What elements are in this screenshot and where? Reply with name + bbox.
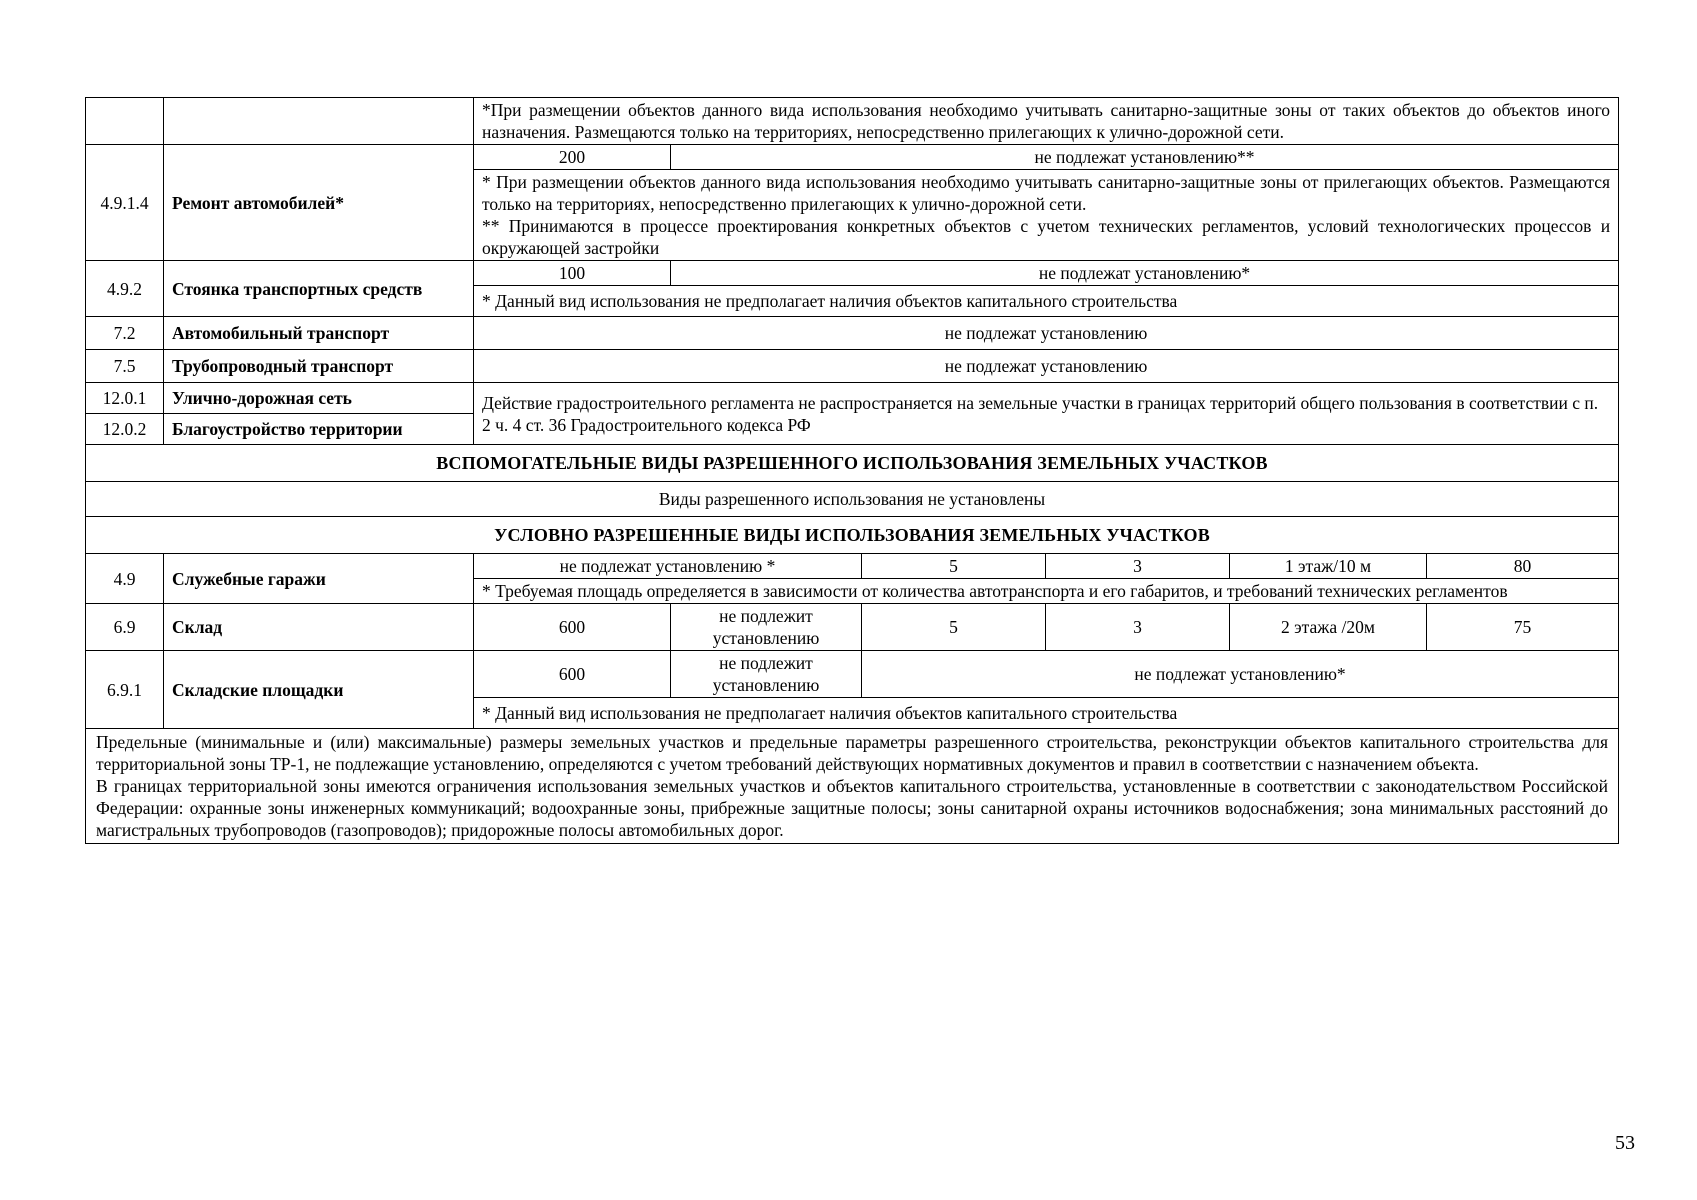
name-cell: Служебные гаражи [164, 554, 474, 604]
area-cell: не подлежат установлению * [474, 554, 862, 579]
value-cell: 3 [1046, 604, 1230, 651]
value-cell: не подлежат установлению [474, 317, 1619, 350]
aux-section-header: ВСПОМОГАТЕЛЬНЫЕ ВИДЫ РАЗРЕШЕННОГО ИСПОЛЬЗОВАНИЯ ЗЕМЕЛЬНЫХ УЧАСТКОВ [86, 445, 1619, 482]
value-cell: 3 [1046, 554, 1230, 579]
name-cell: Благоустройство территории [164, 414, 474, 445]
value-cell: 80 [1427, 554, 1619, 579]
name-cell: Склад [164, 604, 474, 651]
table-row [86, 317, 1619, 350]
area-cell: 600 [474, 604, 671, 651]
name-cell: Автомобильный транспорт [164, 317, 474, 350]
regulation-table [85, 97, 1619, 844]
name-cell: Улично-дорожная сеть [164, 383, 474, 414]
name-cell [164, 98, 474, 145]
table-row [86, 651, 1619, 698]
code-cell: 7.2 [86, 317, 164, 350]
table-row [86, 482, 1619, 517]
table-row [86, 350, 1619, 383]
note-cell: *При размещении объектов данного вида использования необходимо учитывать санитарно-защитные зоны от таких объектов до объектов иного назначения. Размещаются только на территориях, непосредственно прилегающих к улично-дорожной сети. [474, 98, 1619, 145]
table-row [86, 261, 1619, 286]
params-cell: не подлежат установлению* [671, 261, 1619, 286]
table-row [86, 145, 1619, 170]
maxarea-cell: не подлежит установлению [671, 604, 862, 651]
footer-paragraph: В границах территориальной зоны имеются ограничения использования земельных участков и объектов капитального строительства, установленные в соответствии с законодательством Российской Федерации: охранные зоны инженерных коммуникаций; водоохранные зоны, прибрежные защитные полосы; зоны санитарной охраны источников водоснабжения; зона минимальных расстояний до магистральных трубопроводов (газопроводов); придорожные полосы автомобильных дорог. [96, 776, 1609, 840]
note-line: * При размещении объектов данного вида использования необходимо учитывать санитарно-защитные зоны от прилегающих объектов. Размещаются только на территориях, непосредственно прилегающих к улично-дорожной сети. [482, 172, 1611, 214]
footer-cell [86, 729, 1619, 844]
note-cell: Действие градостроительного регламента не распространяется на земельные участки в границах территорий общего пользования в соответствии с п. 2 ч. 4 ст. 36 Градостроительного кодекса РФ [474, 383, 1619, 445]
code-cell: 6.9 [86, 604, 164, 651]
maxarea-cell: не подлежит установлению [671, 651, 862, 698]
area-cell: 100 [474, 261, 671, 286]
name-cell: Ремонт автомобилей* [164, 145, 474, 261]
code-cell: 12.0.2 [86, 414, 164, 445]
footer-paragraph: Предельные (минимальные и (или) максимальные) размеры земельных участков и предельные параметры разрешенного строительства, реконструкции объектов капитального строительства для территориальной зоны ТР-1, не подлежащие установлению, определяются с учетом требований действующих нормативных документов и правил в соответствии с назначением объекта. [96, 732, 1609, 774]
name-cell: Складские площадки [164, 651, 474, 729]
value-cell: 2 этажа /20м [1230, 604, 1427, 651]
params-cell: не подлежат установлению** [671, 145, 1619, 170]
code-cell: 12.0.1 [86, 383, 164, 414]
note-cell: * Требуемая площадь определяется в зависимости от количества автотранспорта и его габаритов, и требований технических регламентов [474, 579, 1619, 604]
code-cell: 6.9.1 [86, 651, 164, 729]
note-cell [474, 170, 1619, 261]
code-cell: 7.5 [86, 350, 164, 383]
area-cell: 200 [474, 145, 671, 170]
code-cell: 4.9.2 [86, 261, 164, 317]
code-cell [86, 98, 164, 145]
value-cell: 75 [1427, 604, 1619, 651]
params-cell: не подлежат установлению* [862, 651, 1619, 698]
value-cell: 5 [862, 554, 1046, 579]
table-row [86, 604, 1619, 651]
value-cell: 5 [862, 604, 1046, 651]
note-line: ** Принимаются в процессе проектирования конкретных объектов с учетом технических регламентов, условий технологических процессов и окружающей застройки [482, 216, 1611, 258]
aux-value-cell: Виды разрешенного использования не установлены [86, 482, 1619, 517]
table-row [86, 554, 1619, 579]
name-cell: Трубопроводный транспорт [164, 350, 474, 383]
area-cell: 600 [474, 651, 671, 698]
section-header-row [86, 445, 1619, 482]
section-header-row [86, 517, 1619, 554]
table-row [86, 383, 1619, 414]
value-cell: не подлежат установлению [474, 350, 1619, 383]
code-cell: 4.9 [86, 554, 164, 604]
code-cell: 4.9.1.4 [86, 145, 164, 261]
footer-row [86, 729, 1619, 844]
table-row [86, 98, 1619, 145]
note-cell: * Данный вид использования не предполагает наличия объектов капитального строительства [474, 286, 1619, 317]
cond-section-header: УСЛОВНО РАЗРЕШЕННЫЕ ВИДЫ ИСПОЛЬЗОВАНИЯ ЗЕМЕЛЬНЫХ УЧАСТКОВ [86, 517, 1619, 554]
note-cell: * Данный вид использования не предполагает наличия объектов капитального строительства [474, 698, 1619, 729]
name-cell: Стоянка транспортных средств [164, 261, 474, 317]
value-cell: 1 этаж/10 м [1230, 554, 1427, 579]
page-number: 53 [1615, 1132, 1635, 1154]
